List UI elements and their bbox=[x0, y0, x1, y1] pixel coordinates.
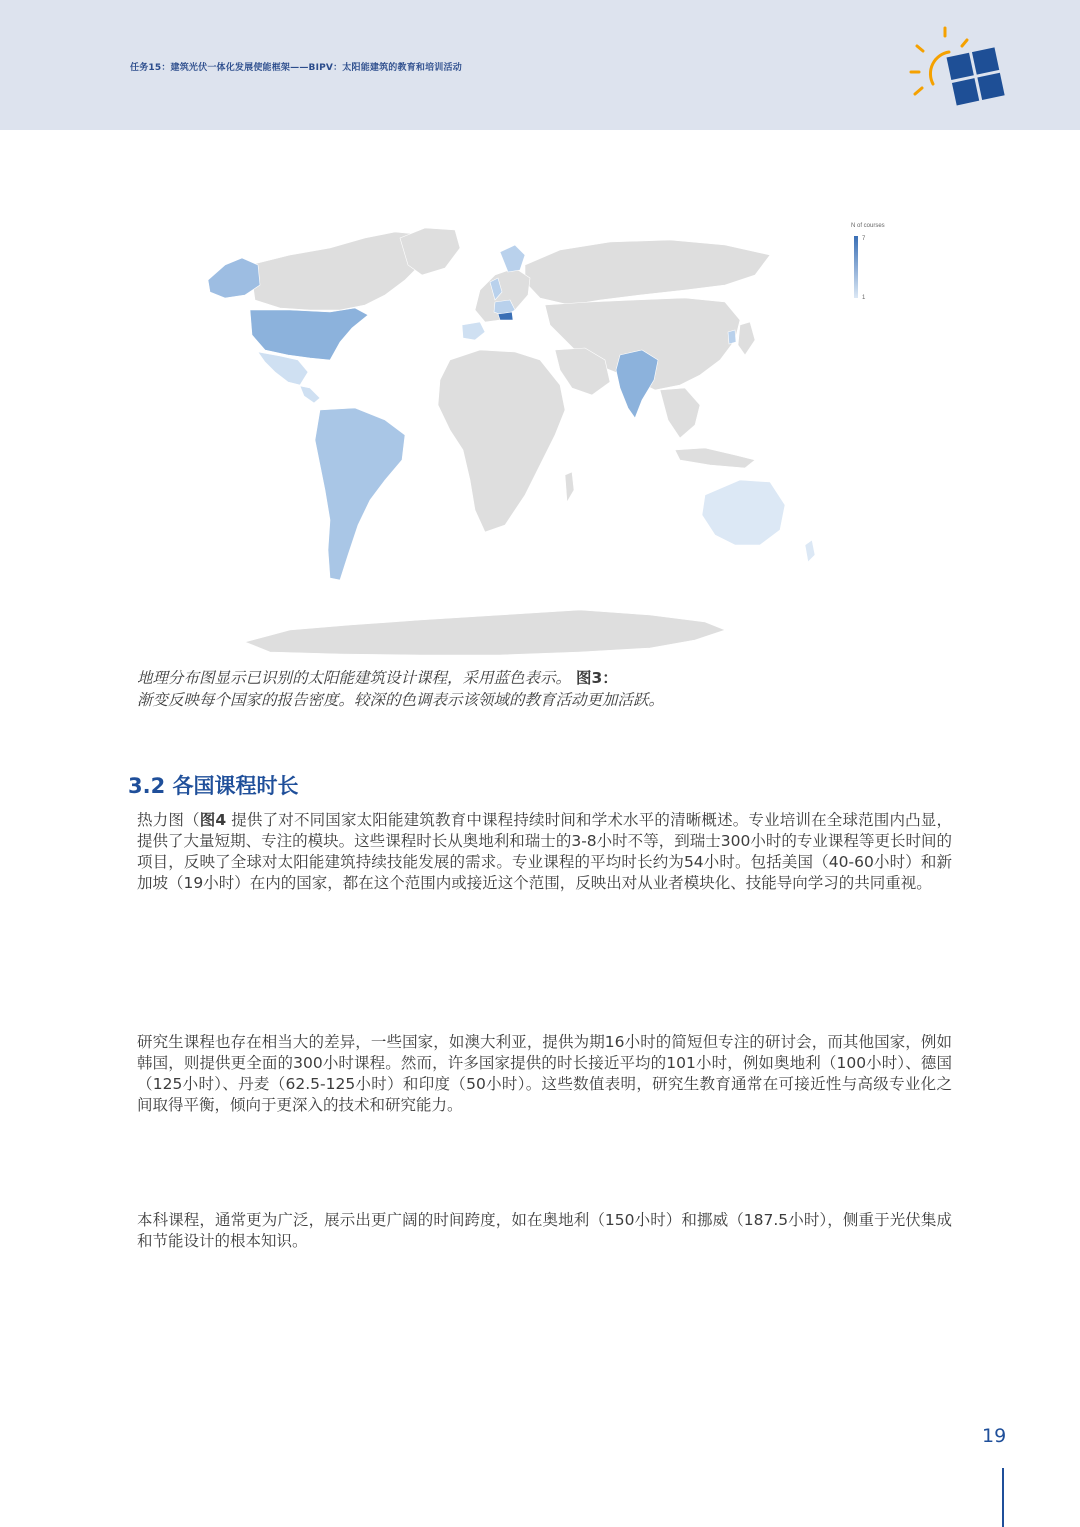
caption-part2: 渐变反映每个国家的报告密度。较深的色调表示该领域的教育活动更加活跃。 bbox=[137, 691, 665, 709]
section-heading: 3.2 各国课程时长 bbox=[128, 774, 299, 798]
map-korea bbox=[728, 330, 736, 344]
map-southeast-asia bbox=[660, 388, 700, 438]
paragraph-1-lead: 热力图（ bbox=[137, 811, 200, 829]
map-japan bbox=[738, 322, 755, 355]
map-legend-gradient-bar bbox=[854, 236, 858, 298]
paragraph-1-text: 提供了对不同国家太阳能建筑教育中课程持续时间和学术水平的清晰概述。专业培训在全球范围内凸显，提供了大量短期、专注的模块。这些课程时长从奥地利和瑞士的3-8小时不等，到瑞士300小时的专业课程等更长时间的项目，反映了全球对太阳能建筑持续技能发展的需求。专业课程的平均时长约为54小时。包括美国（40-60小时）和新加坡（19小时）在内的国家，都在这个范围内或接近这个范围，反映出对从业者模块化、技能导向学习的共同重视。 bbox=[137, 811, 952, 892]
paragraph-1 bbox=[137, 810, 952, 894]
map-usa bbox=[250, 308, 368, 360]
map-legend bbox=[851, 223, 885, 301]
world-map bbox=[180, 210, 900, 665]
header-title: 任务15：建筑光伏一体化发展使能框架——BIPV：太阳能建筑的教育和培训活动 bbox=[130, 63, 462, 73]
map-indonesia bbox=[675, 448, 755, 468]
map-spain bbox=[462, 322, 485, 340]
map-central-america bbox=[300, 386, 320, 403]
figure-caption bbox=[137, 667, 957, 711]
page-number: 19 bbox=[982, 1425, 1007, 1447]
map-india bbox=[616, 350, 658, 418]
map-new-zealand bbox=[805, 540, 815, 562]
paragraph-1-figure-ref: 图4 bbox=[199, 811, 227, 829]
caption-figure-ref: 图3： bbox=[575, 669, 618, 687]
map-legend-max: 7 bbox=[862, 236, 866, 242]
map-south-america bbox=[315, 408, 405, 580]
paragraph-2: 研究生课程也存在相当大的差异，一些国家，如澳大利亚，提供为期16小时的简短但专注的研讨会，而其他国家，例如韩国，则提供更全面的300小时课程。然而，许多国家提供的时长接近平均的101小时，例如奥地利（100小时）、德国（125小时）、丹麦（62.5-125小时）和印度（50小时）。这些数值表明，研究生教育通常在可接近性与高级专业化之间取得平衡，倾向于更深入的技术和研究能力。 bbox=[137, 1033, 952, 1114]
map-legend-title: N of courses bbox=[851, 223, 885, 229]
page-rule bbox=[1002, 1468, 1004, 1527]
caption-part1: 地理分布图显示已识别的太阳能建筑设计课程，采用蓝色表示。 bbox=[137, 669, 572, 687]
map-scandinavia bbox=[500, 245, 525, 272]
paragraph-3: 本科课程，通常更为广泛，展示出更广阔的时间跨度，如在奥地利（150小时）和挪威（187.5小时），侧重于光伏集成和节能设计的根本知识。 bbox=[137, 1211, 952, 1250]
map-russia bbox=[525, 240, 770, 305]
solar-panel-icon bbox=[947, 47, 1005, 105]
map-africa bbox=[438, 350, 565, 532]
map-alaska bbox=[208, 258, 260, 298]
map-antarctica bbox=[245, 610, 725, 655]
map-madagascar bbox=[565, 472, 574, 502]
map-australia bbox=[702, 480, 785, 545]
solar-logo-icon bbox=[905, 24, 1005, 114]
map-legend-min: 1 bbox=[862, 295, 866, 301]
